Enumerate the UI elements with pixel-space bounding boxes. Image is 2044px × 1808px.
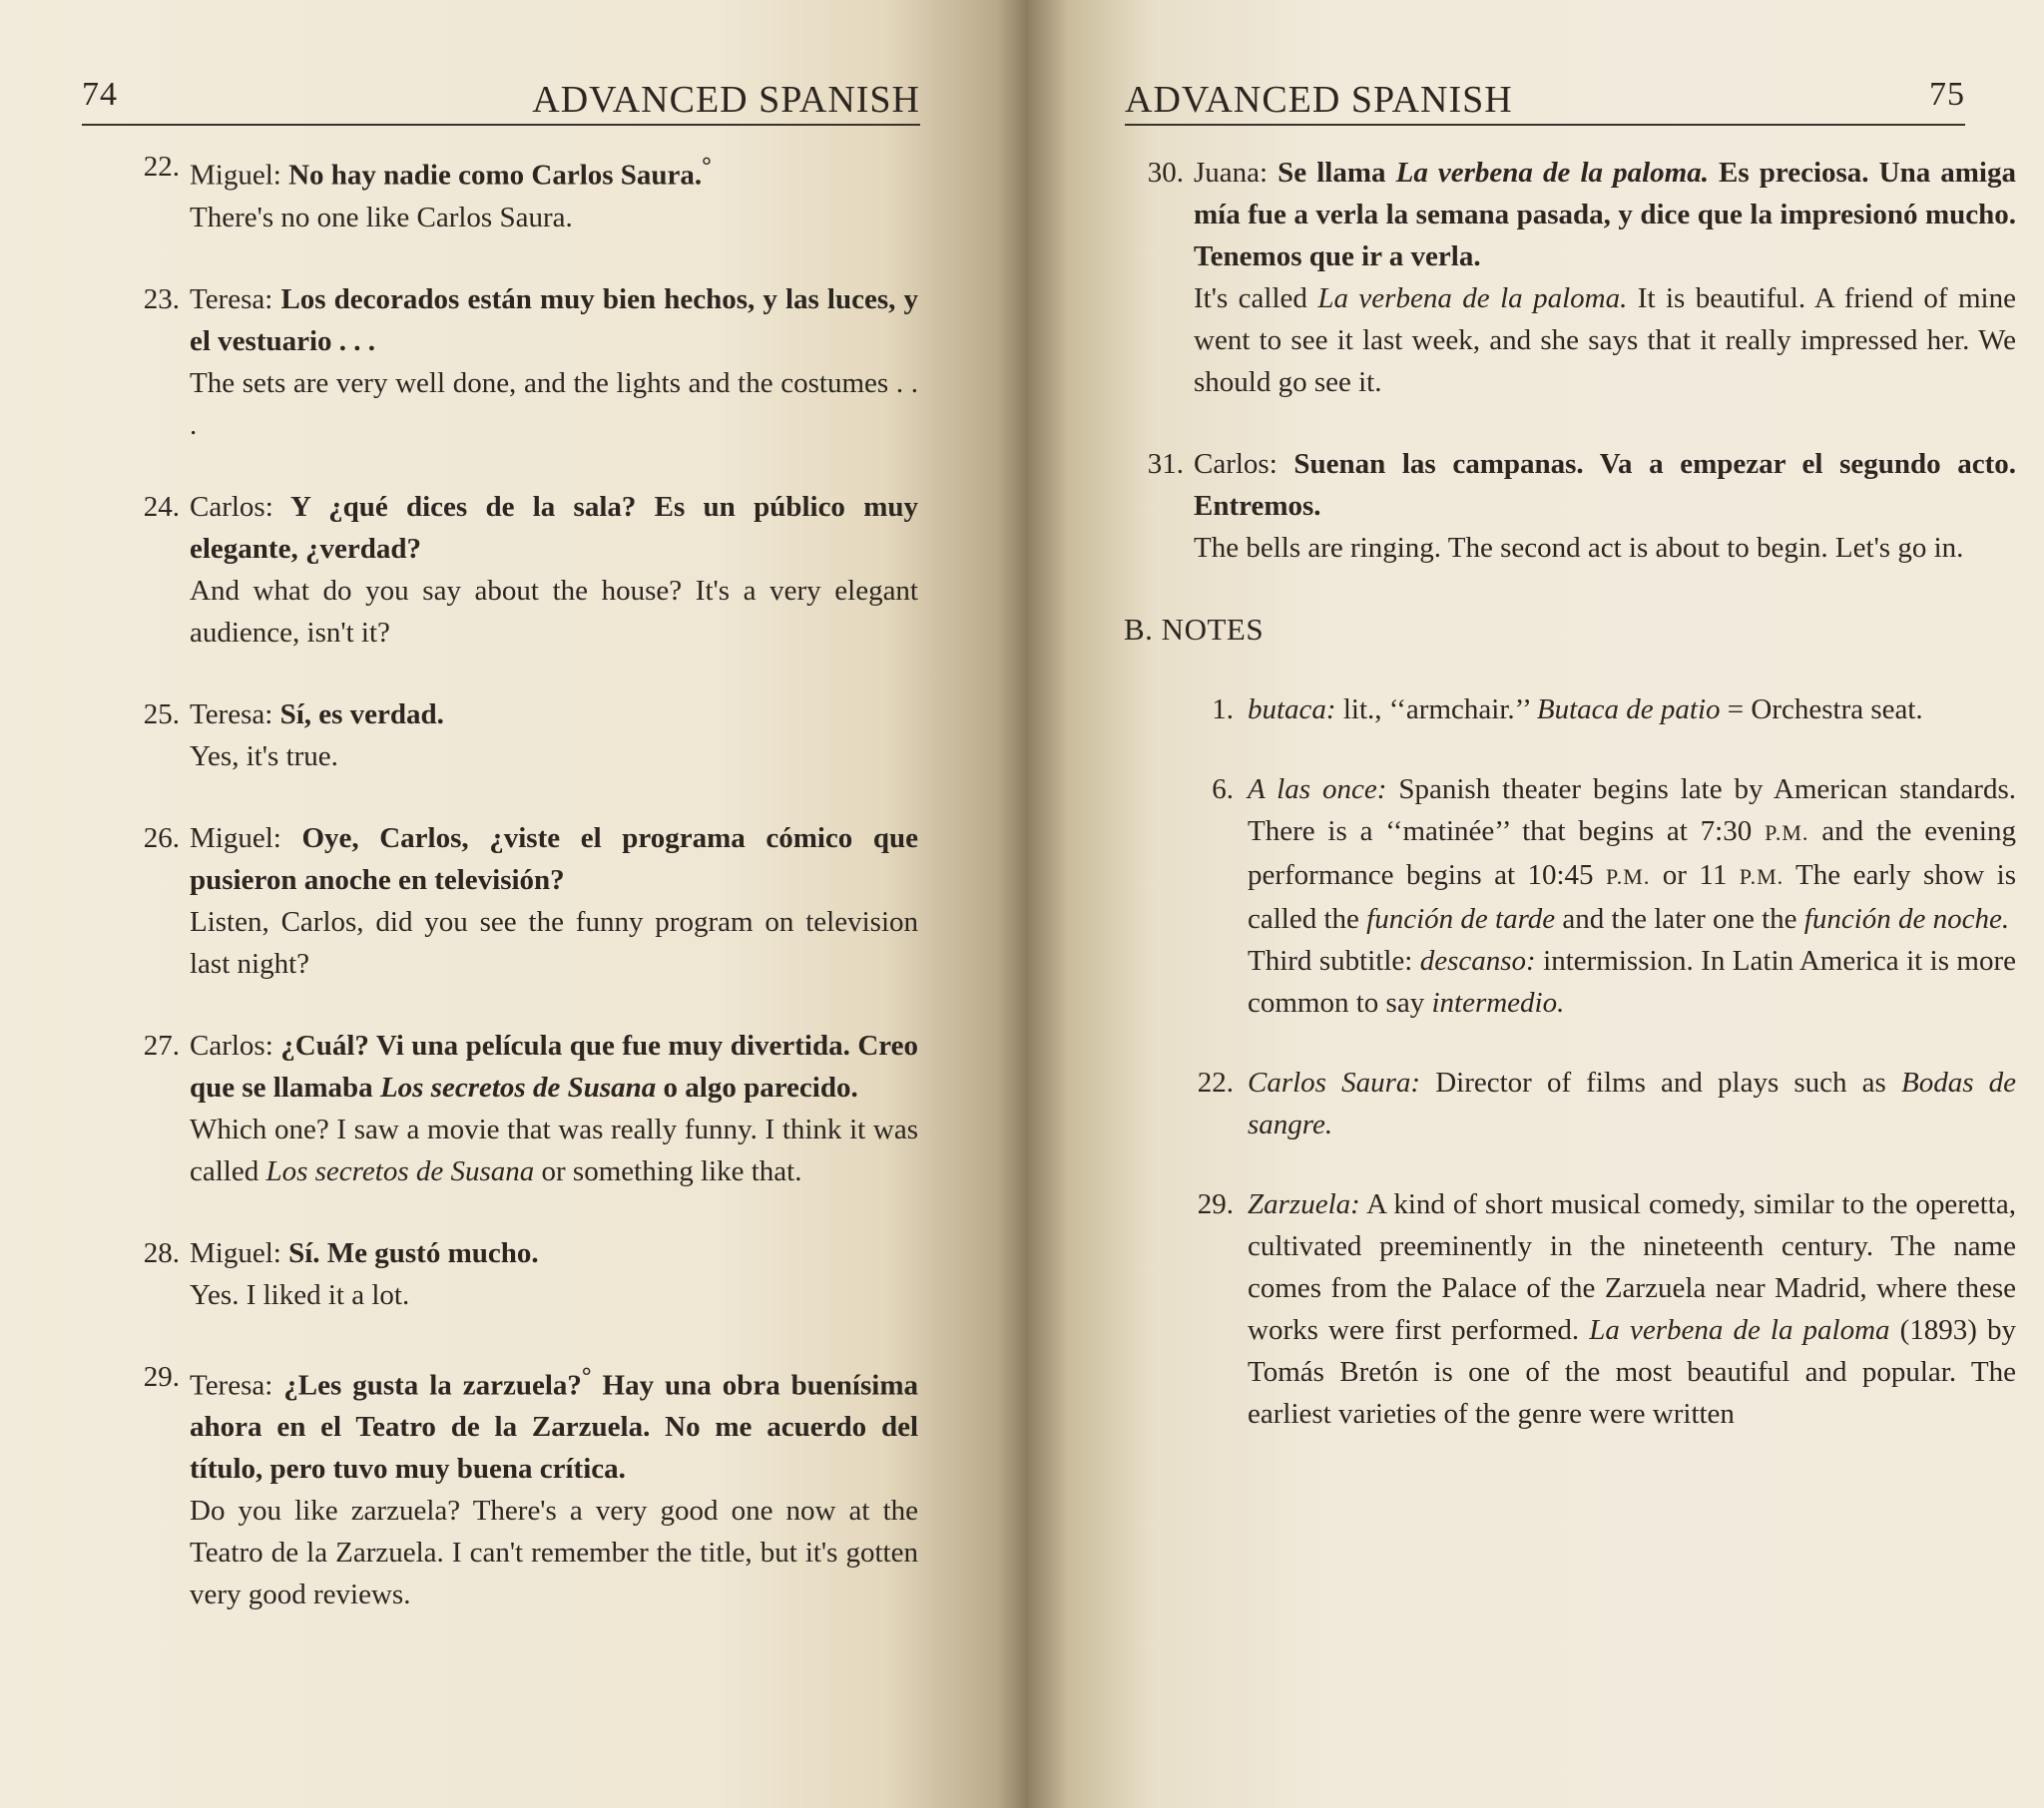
right-page-content	[1124, 152, 2016, 1473]
dialogue-entry: 25. Teresa: Sí, es verdad. Yes, it's true.	[143, 697, 444, 772]
right-page-header	[1125, 74, 1965, 126]
dialogue-entry: 27. Carlos: ¿Cuál? Vi una película que fue muy divertida. Creo que se llamaba Los secretos de Susana o algo parecido. Which one? I saw a movie that was really funny. I think it was called Los secretos de Susana or something like that.	[143, 1029, 918, 1187]
left-page-header	[82, 74, 920, 126]
dialogue-entry: 24. Carlos: Y ¿qué dices de la sala? Es un público muy elegante, ¿verdad? And what do you say about the house? It's a very elegant audience, isn't it?	[143, 490, 918, 649]
note-entry: 1. butaca: lit., ‘‘armchair.’’ Butaca de patio = Orchestra seat.	[1212, 693, 1923, 725]
page-number: 74	[82, 76, 118, 113]
dialogue-entry: 31. Carlos: Suenan las campanas. Va a empezar el segundo acto. Entremos. The bells are ringing. The second act is about to begin. Let's go in.	[1147, 448, 2017, 564]
notes-heading: B. NOTES	[1124, 612, 1265, 647]
page-number: 75	[1929, 76, 1965, 113]
dialogue-entry: 28. Miguel: Sí. Me gustó mucho. Yes. I liked it a lot.	[143, 1236, 539, 1311]
note-entry: 22. Carlos Saura: Director of films and plays such as Bodas de sangre.	[1197, 1067, 2016, 1140]
running-title: ADVANCED SPANISH	[1125, 79, 1513, 121]
note-entry: 6. A las once: Spanish theater begins late by American standards. There is a ‘‘matinée’’ that begins at 7:30 P.M. and the evening performance begins at 10:45 P.M. or 11 P.M. The early show is called the función de tarde and the later one the función de noche. Third subtitle: descanso: intermission. In Latin America it is more common to say intermedio.	[1212, 773, 2017, 1019]
note-entry: 29. Zarzuela: A kind of short musical comedy, similar to the operetta, cultivated preeminently in the nineteenth century. The name comes from the Palace of the Zarzuela near Madrid, where these works were first performed. La verbena de la paloma (1893) by Tomás Bretón is one of the most beautiful and popular. The earliest varieties of the genre were written	[1197, 1188, 2016, 1430]
dialogue-entry: 26. Miguel: Oye, Carlos, ¿viste el programa cómico que pusieron anoche en televisión? Listen, Carlos, did you see the funny program on television last night?	[143, 821, 919, 980]
running-title: ADVANCED SPANISH	[532, 79, 920, 121]
right-page	[1028, 0, 2044, 1808]
dialogue-entry: 23. Teresa: Los decorados están muy bien hechos, y las luces, y el vestuario . . . The sets are very well done, and the lights and the costumes . . .	[143, 282, 919, 441]
dialogue-entry: 29. Teresa: ¿Les gusta la zarzuela?° Hay una obra buenísima ahora en el Teatro de la Zarzuela. No me acuerdo del título, pero tuvo muy buena crítica. Do you like zarzuela? There's a very good one now at the Teatro de la Zarzuela. I can't remember the title, but it's gotten very good reviews.	[143, 1360, 918, 1611]
dialogue-entry: 30. Juana: Se llama La verbena de la paloma. Es preciosa. Una amiga mía fue a verla la semana pasada, y dice que la impresionó mucho. Tenemos que ir a verla. It's called La verbena de la paloma. It is beautiful. A friend of mine went to see it last week, and she says that it really impressed her. We should go see it.	[1147, 157, 2016, 398]
dialogue-entry: 22. Miguel: No hay nadie como Carlos Saura.° There's no one like Carlos Saura.	[143, 151, 712, 233]
dialogue-list	[120, 146, 918, 1655]
